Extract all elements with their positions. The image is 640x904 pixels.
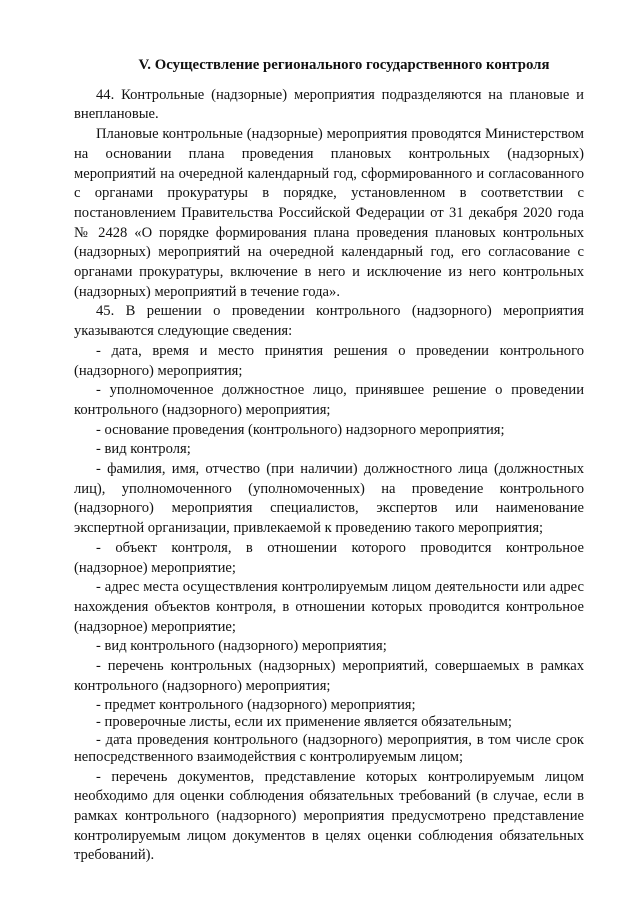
- list-item-basis: - основание проведения (контрольного) надзорного мероприятия;: [96, 421, 505, 438]
- paragraph-planned-inspections: Плановые контрольные (надзорные) мероприятия проводятся Министерством на основании плана проведения плановых контрольных (надзорных) мероприятий на очередной календарный год, сформированного и согласованного с органами прокуратуры в порядке, установленном в соответствии с постановлением Правительства Российской Федерации от 31 декабря 2020 года № 2428 «О порядке формирования плана проведения плановых контрольных (надзорных) мероприятий на очередной календарный год, его согласование с органами прокуратуры, включение в него и исключение из него контрольных (надзорных) мероприятий в течение года».: [74, 126, 584, 300]
- section-heading: V. Осуществление регионального государственного контроля: [138, 57, 550, 73]
- list-item-documents: - перечень документов, представление которых контролируемым лицом необходимо для оценки соблюдения обязательных требований (в случае, если в рамках контрольного (надзорного) мероприятия предусмотрено представление контролируемым лицом документов в целях оценки соблюдения обязательных требований).: [74, 768, 584, 864]
- list-item-actions-list: - перечень контрольных (надзорных) мероприятий, совершаемых в рамках контрольного (надзорного) мероприятия;: [74, 658, 584, 694]
- list-item-control-type: - вид контроля;: [96, 441, 191, 458]
- list-item-checklists: - проверочные листы, если их применение является обязательным;: [96, 714, 512, 730]
- document-page: [74, 56, 584, 866]
- list-item-subject: - предмет контрольного (надзорного) мероприятия;: [96, 696, 416, 713]
- list-item-decision-date: - дата, время и место принятия решения о проведении контрольного (надзорного) мероприятия;: [74, 342, 584, 379]
- paragraph-44: 44. Контрольные (надзорные) мероприятия подразделяются на плановые и внеплановые.: [74, 86, 584, 123]
- list-item-officials-names: - фамилия, имя, отчество (при наличии) должностного лица (должностных лиц), уполномоченного (уполномоченных) на проведение контрольного (надзорного) мероприятия специалистов, экспертов или наименование экспертной организации, привлекаемой к проведению такого мероприятия;: [74, 461, 584, 537]
- list-item-control-object: - объект контроля, в отношении которого проводится контрольное (надзорное) мероприятие;: [74, 539, 584, 576]
- list-item-event-date: - дата проведения контрольного (надзорного) мероприятия, в том числе срок непосредственного взаимодействия с контролируемым лицом;: [74, 731, 584, 765]
- list-item-event-type: - вид контрольного (надзорного) мероприятия;: [96, 638, 387, 655]
- list-item-authorized-official: - уполномоченное должностное лицо, принявшее решение о проведении контрольного (надзорного) мероприятия;: [74, 382, 584, 418]
- list-item-activity-address: - адрес места осуществления контролируемым лицом деятельности или адрес нахождения объектов контроля, в отношении которых проводится контрольное (надзорное) мероприятие;: [74, 579, 584, 635]
- paragraph-45: 45. В решении о проведении контрольного (надзорного) мероприятия указываются следующие сведения:: [74, 303, 584, 340]
